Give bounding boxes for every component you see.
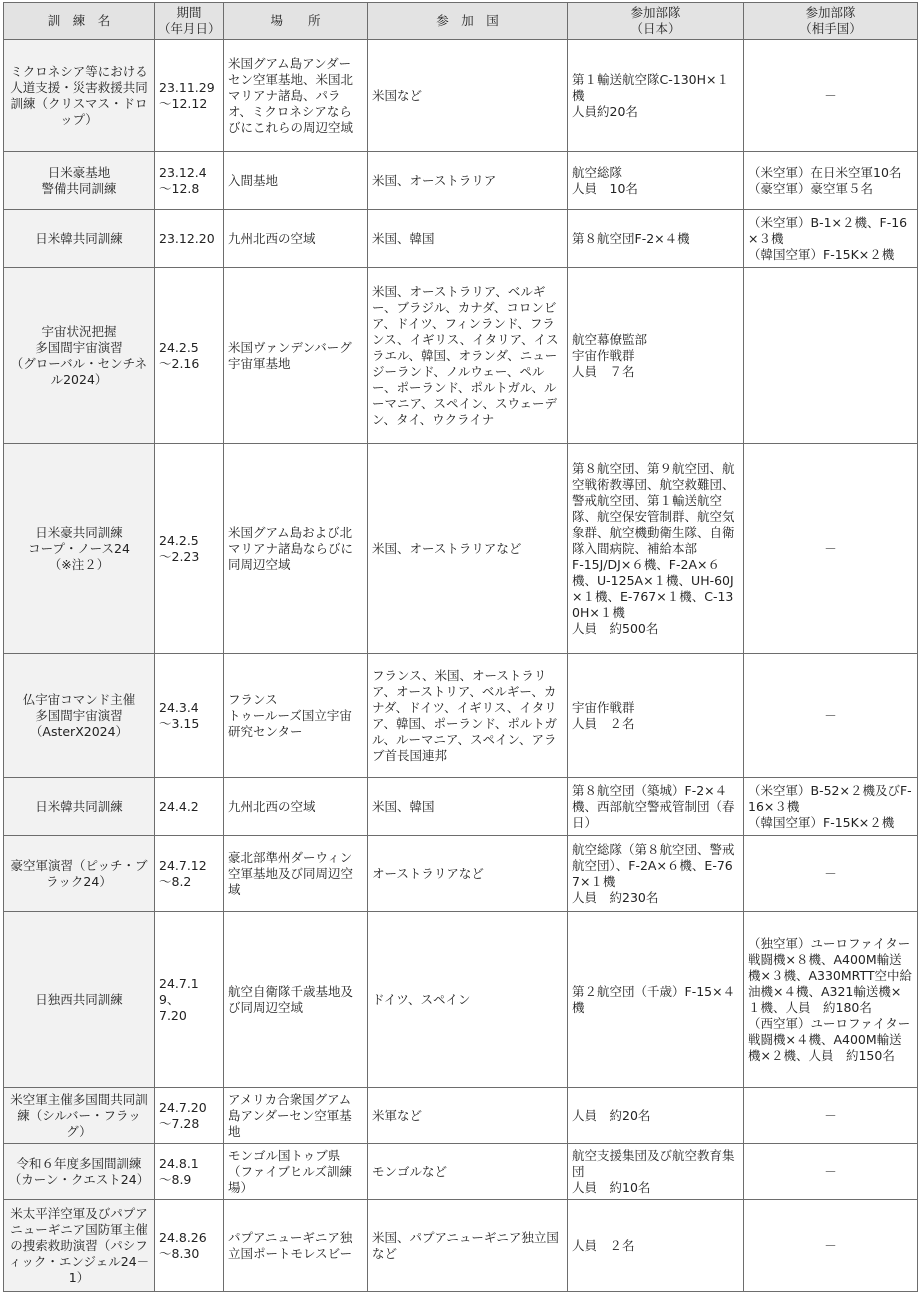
table-row: [4, 912, 918, 1088]
exercise-table: [3, 2, 918, 1292]
exercise-name: 日米豪基地 警備共同訓練: [4, 152, 155, 210]
participating-countries: 米国、オーストラリア: [368, 152, 568, 210]
table-row: [4, 836, 918, 912]
exercise-location: 航空自衛隊千歳基地及び同周辺空域: [224, 912, 368, 1088]
exercise-name: 日米韓共同訓練: [4, 210, 155, 268]
table-header-row: [4, 3, 918, 40]
units-partner: （米空軍）B-52×２機及びF-16×３機 （韓国空軍）F-15K×２機: [744, 778, 918, 836]
exercise-name: 米太平洋空軍及びパプアニューギニア国防軍主催の捜索救助演習（パシフィック・エンジェル24－1）: [4, 1200, 155, 1292]
units-partner: －: [744, 1088, 918, 1144]
header-location: 場 所: [224, 3, 368, 40]
participating-countries: 米国、韓国: [368, 778, 568, 836]
table-row: [4, 654, 918, 778]
units-japan: 航空総隊 人員 10名: [568, 152, 744, 210]
exercise-location: モンゴル国トゥブ県（ファイブヒルズ訓練場）: [224, 1144, 368, 1200]
participating-countries: オーストラリアなど: [368, 836, 568, 912]
units-japan: 第８航空団F-2×４機: [568, 210, 744, 268]
exercise-period: 24.8.1 ～8.9: [155, 1144, 224, 1200]
table-row: [4, 444, 918, 654]
exercise-location: 九州北西の空域: [224, 778, 368, 836]
exercise-period: 23.11.29 ～12.12: [155, 40, 224, 152]
exercise-location: フランス トゥールーズ国立宇宙研究センター: [224, 654, 368, 778]
units-partner: －: [744, 444, 918, 654]
exercise-period: 24.2.5 ～2.23: [155, 444, 224, 654]
exercise-name: 宇宙状況把握 多国間宇宙演習 （グローバル・センチネル2024）: [4, 268, 155, 444]
units-japan: 航空支援集団及び航空教育集団 人員 約10名: [568, 1144, 744, 1200]
units-partner: [744, 268, 918, 444]
table-row: [4, 152, 918, 210]
units-japan: 第８航空団（築城）F-2×４機、西部航空警戒管制団（春日）: [568, 778, 744, 836]
units-partner: －: [744, 1144, 918, 1200]
exercise-location: 九州北西の空域: [224, 210, 368, 268]
exercise-location: 米国ヴァンデンバーグ宇宙軍基地: [224, 268, 368, 444]
units-japan: 第１輸送航空隊C-130H×１機 人員約20名: [568, 40, 744, 152]
units-japan: 第２航空団（千歳）F-15×４機: [568, 912, 744, 1088]
exercise-name: 令和６年度多国間訓練 （カーン・クエスト24）: [4, 1144, 155, 1200]
participating-countries: 米国、オーストラリアなど: [368, 444, 568, 654]
exercise-name: 豪空軍演習（ピッチ・ブラック24）: [4, 836, 155, 912]
units-japan: 航空幕僚監部 宇宙作戦群 人員 ７名: [568, 268, 744, 444]
units-partner: （米空軍）B-1×２機、F-16×３機 （韓国空軍）F-15K×２機: [744, 210, 918, 268]
table-row: [4, 1144, 918, 1200]
participating-countries: 米国、韓国: [368, 210, 568, 268]
table-row: [4, 40, 918, 152]
table-row: [4, 210, 918, 268]
exercise-period: 24.4.2: [155, 778, 224, 836]
units-partner: －: [744, 654, 918, 778]
exercise-period: 24.7.12 ～8.2: [155, 836, 224, 912]
units-japan: 人員 約20名: [568, 1088, 744, 1144]
units-japan: 航空総隊（第８航空団、警戒航空団）、F-2A×６機、E-767×１機 人員 約230名: [568, 836, 744, 912]
exercise-name: 日独西共同訓練: [4, 912, 155, 1088]
exercise-period: 24.7.20 ～7.28: [155, 1088, 224, 1144]
exercise-location: 豪北部準州ダーウィン空軍基地及び同周辺空域: [224, 836, 368, 912]
units-partner: －: [744, 836, 918, 912]
units-japan: 宇宙作戦群 人員 ２名: [568, 654, 744, 778]
header-units-partner: 参加部隊 （相手国）: [744, 3, 918, 40]
exercise-period: 24.3.4 ～3.15: [155, 654, 224, 778]
units-partner: －: [744, 40, 918, 152]
units-partner: （米空軍）在日米空軍10名 （豪空軍）豪空軍５名: [744, 152, 918, 210]
participating-countries: モンゴルなど: [368, 1144, 568, 1200]
exercise-location: パプアニューギニア独立国ポートモレスビー: [224, 1200, 368, 1292]
exercise-name: 日米韓共同訓練: [4, 778, 155, 836]
units-partner: （独空軍）ユーロファイター戦闘機×８機、A400M輸送機×３機、A330MRTT空中給油機×４機、A321輸送機×１機、人員 約180名 （西空軍）ユーロファイター戦闘機×４機、A400M輸送機×２機、人員 約150名: [744, 912, 918, 1088]
participating-countries: 米国、オーストラリア、ベルギー、ブラジル、カナダ、コロンビア、ドイツ、フィンランド、フランス、イギリス、イタリア、イスラエル、韓国、オランダ、ニュージーランド、ノルウェー、ペルー、ポーランド、ポルトガル、ルーマニア、スペイン、スウェーデン、タイ、ウクライナ: [368, 268, 568, 444]
participating-countries: フランス、米国、オーストラリア、オーストリア、ベルギー、カナダ、ドイツ、イギリス、イタリア、韓国、ポーランド、ポルトガル、ルーマニア、スペイン、アラブ首長国連邦: [368, 654, 568, 778]
exercise-location: 入間基地: [224, 152, 368, 210]
participating-countries: 米軍など: [368, 1088, 568, 1144]
units-partner: －: [744, 1200, 918, 1292]
participating-countries: ドイツ、スペイン: [368, 912, 568, 1088]
exercise-location: 米国グアム島および北マリアナ諸島ならびに同周辺空域: [224, 444, 368, 654]
header-units-japan: 参加部隊 （日本）: [568, 3, 744, 40]
participating-countries: 米国など: [368, 40, 568, 152]
exercise-period: 23.12.4 ～12.8: [155, 152, 224, 210]
participating-countries: 米国、パプアニューギニア独立国など: [368, 1200, 568, 1292]
exercise-name: ミクロネシア等における人道支援・災害救援共同訓練（クリスマス・ドロップ）: [4, 40, 155, 152]
header-name: 訓 練 名: [4, 3, 155, 40]
exercise-period: 24.8.26 ～8.30: [155, 1200, 224, 1292]
header-period: 期間 （年月日）: [155, 3, 224, 40]
exercise-name: 仏宇宙コマンド主催 多国間宇宙演習 （AsterX2024）: [4, 654, 155, 778]
table-row: [4, 268, 918, 444]
exercise-period: 24.7.19、 7.20: [155, 912, 224, 1088]
units-japan: 人員 ２名: [568, 1200, 744, 1292]
table-row: [4, 1200, 918, 1292]
exercise-name: 米空軍主催多国間共同訓練（シルバー・フラッグ）: [4, 1088, 155, 1144]
exercise-period: 23.12.20: [155, 210, 224, 268]
exercise-location: アメリカ合衆国グアム島アンダーセン空軍基地: [224, 1088, 368, 1144]
header-countries: 参 加 国: [368, 3, 568, 40]
units-japan: 第８航空団、第９航空団、航空戦術教導団、航空救難団、警戒航空団、第１輸送航空隊、航空保安管制群、航空気象群、航空機動衛生隊、自衛隊入間病院、補給本部 F-15J/DJ×６機、F-2A×６機、U-125A×１機、UH-60J×１機、E-767×１機、C-130H×１機 人員 約500名: [568, 444, 744, 654]
table-row: [4, 1088, 918, 1144]
table-body: [4, 40, 918, 1292]
exercise-location: 米国グアム島アンダーセン空軍基地、米国北マリアナ諸島、パラオ、ミクロネシアならびにこれらの周辺空域: [224, 40, 368, 152]
exercise-name: 日米豪共同訓練 コープ・ノース24 （※注２）: [4, 444, 155, 654]
exercise-period: 24.2.5 ～2.16: [155, 268, 224, 444]
table-row: [4, 778, 918, 836]
